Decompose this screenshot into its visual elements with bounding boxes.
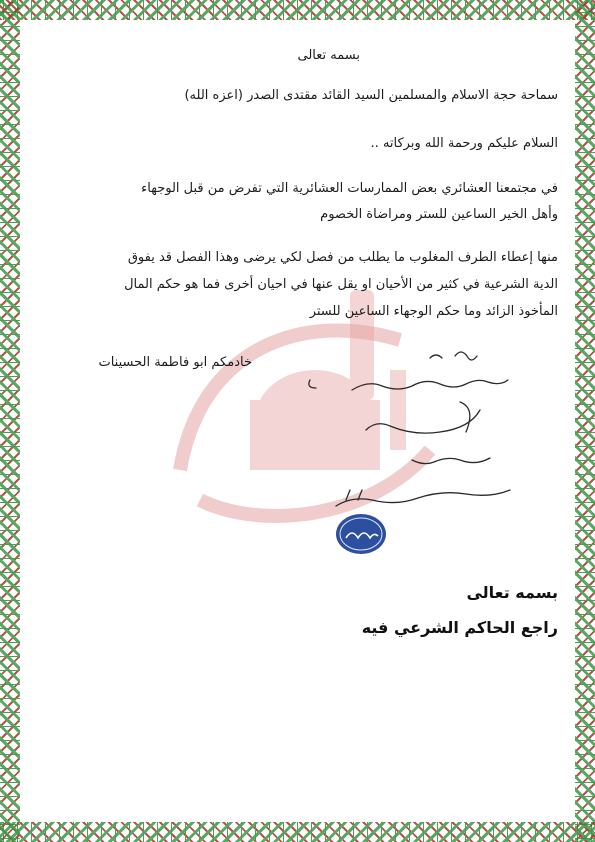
- letter-paragraph-2-line-1: منها إعطاء الطرف المغلوب ما يطلب من فصل لكي يرضى وهذا الفصل قد يفوق: [127, 250, 558, 265]
- letter-paragraph-1-line-2: وأهل الخير الساعين للستر ومراضاة الخصوم: [320, 207, 558, 222]
- letter-paragraph-1-line-1: في مجتمعنا العشائري بعض الممارسات العشائرية التي تفرض من قبل الوجهاء: [141, 181, 558, 196]
- letter-paragraph-2-line-2: الدية الشرعية في كثير من الأحيان او يقل عنها في احيان أخرى فما هو حكم المال: [124, 277, 558, 292]
- letter-addressee: سماحة حجة الاسلام والمسلمين السيد القائد مقتدى الصدر (اعزه الله): [184, 88, 558, 103]
- letter-signature: خادمكم ابو فاطمة الحسينات: [98, 355, 252, 370]
- seal-stamp: [334, 512, 388, 556]
- letter-greeting: السلام عليكم ورحمة الله وبركاته ..: [370, 136, 558, 151]
- decorative-border-left: [0, 0, 20, 842]
- typed-reply-text: راجع الحاكم الشرعي فيه: [361, 618, 558, 637]
- typed-reply-opening: بسمه تعالى: [466, 583, 558, 602]
- letter-paragraph-2-line-3: المأخوذ الزائد وما حكم الوجهاء الساعين للستر: [309, 304, 558, 319]
- decorative-border-bottom: [0, 822, 595, 842]
- letter-opening: بسمه تعالى: [297, 48, 360, 63]
- decorative-border-top: [0, 0, 595, 20]
- handwritten-reply: [280, 340, 530, 520]
- decorative-border-right: [575, 0, 595, 842]
